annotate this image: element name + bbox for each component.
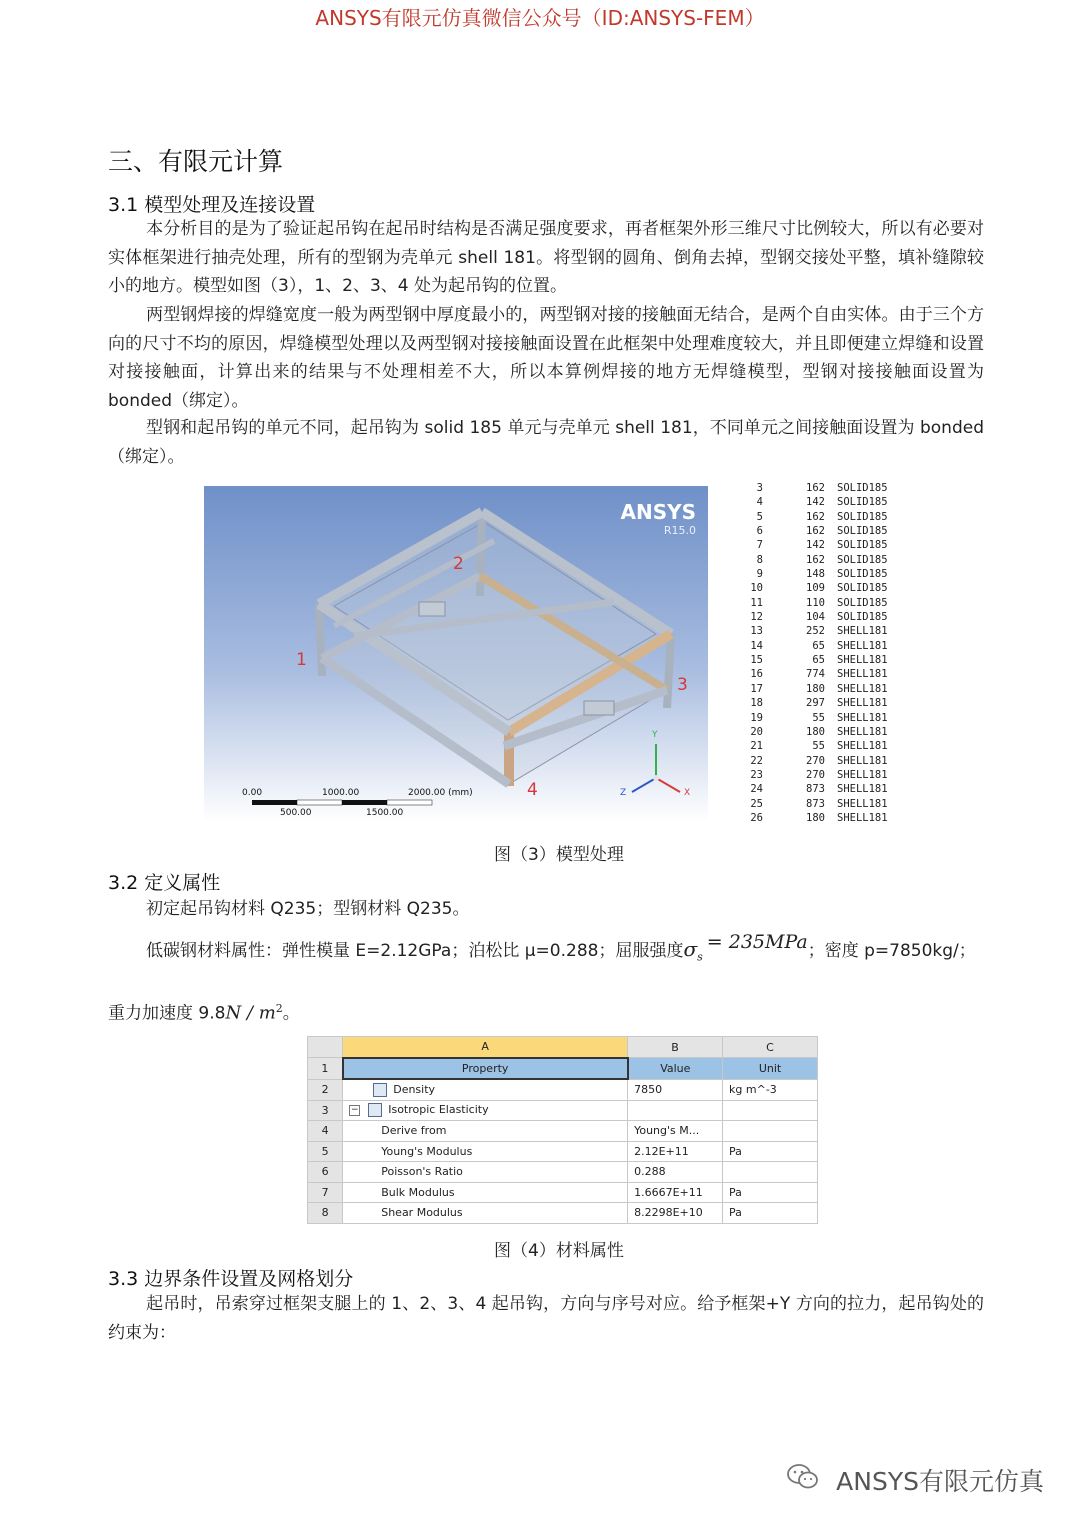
- formula-sigma: σ: [683, 937, 698, 961]
- element-list-row: 3 162 SOLID185: [756, 482, 888, 494]
- property-chart-icon[interactable]: [368, 1103, 382, 1117]
- table-row[interactable]: 2 Density 7850 kg m^-3: [308, 1079, 818, 1100]
- leg-1: [319, 604, 322, 676]
- hook-label-2: 2: [453, 554, 464, 574]
- col-title-unit[interactable]: Unit: [723, 1058, 818, 1080]
- element-list-row: 20 180 SHELL181: [750, 725, 888, 738]
- footer-watermark: ANSYS有限元仿真: [836, 1467, 1044, 1496]
- element-list-row: 15 65 SHELL181: [750, 654, 888, 667]
- wechat-icon: [786, 1462, 820, 1492]
- axis-z-label: Z: [620, 788, 627, 798]
- leg-3: [667, 634, 671, 708]
- table-row[interactable]: 3 − Isotropic Elasticity: [308, 1100, 818, 1121]
- col-letter-b[interactable]: B: [628, 1037, 723, 1058]
- element-list-row: 12 104 SOLID185: [750, 611, 888, 624]
- element-list-row: 8 162 SOLID185: [756, 553, 888, 566]
- element-list-row: 22 270 SHELL181: [750, 754, 888, 767]
- heading-3-2: 3.2 定义属性: [108, 872, 221, 894]
- collapse-icon[interactable]: −: [350, 1104, 359, 1115]
- table-row[interactable]: 5 Young's Modulus 2.12E+11 Pa: [308, 1141, 818, 1162]
- table-row[interactable]: 6 Poisson's Ratio 0.288: [308, 1162, 818, 1183]
- element-list-row: 24 873 SHELL181: [750, 783, 888, 796]
- paragraph-3-1-b: 两型钢焊接的焊缝宽度一般为两型钢中厚度最小的，两型钢对接的接触面无结合，是两个自由实体。由于三个方向的尺寸不均的原因，焊缝模型处理以及两型钢对接接触面设置在此框架中处理难度较大，并且即便建立焊缝和设置对接接触面，计算出来的结果与不处理相差不大，所以本算例焊接的地方无焊缝模型，型钢对接接触面设置为 bonded（绑定）。: [108, 305, 984, 411]
- row-number: 1: [308, 1058, 343, 1080]
- figure-4-caption: 图（4）材料属性: [494, 1241, 624, 1261]
- scale-label-2000: 2000.00 (mm): [408, 788, 473, 798]
- element-list-row: 23 270 SHELL181: [750, 768, 888, 781]
- page-header: ANSYS有限元仿真微信公众号（ID:ANSYS-FEM）: [315, 6, 765, 30]
- leg-2: [480, 512, 482, 596]
- paragraph-3-3: 起吊时，吊索穿过框架支腿上的 1、2、3、4 起吊钩，方向与序号对应。给予框架+Y 方向的拉力，起吊钩处的约束为：: [108, 1294, 984, 1343]
- col-title-value[interactable]: Value: [628, 1058, 723, 1080]
- table-row[interactable]: 8 Shear Modulus 8.2298E+10 Pa: [308, 1203, 818, 1224]
- axis-triad: [632, 744, 680, 792]
- formula-rest: = 235MPa: [706, 931, 808, 953]
- element-list-row: 13 252 SHELL181: [750, 625, 888, 638]
- element-list-row: 14 65 SHELL181: [750, 639, 888, 652]
- scale-bar: [252, 800, 432, 805]
- hook-label-3: 3: [677, 675, 688, 695]
- element-list-row: 6 162 SOLID185: [756, 525, 888, 538]
- paragraph-3-2-a: 初定起吊钩材料 Q235；型钢材料 Q235。: [146, 899, 470, 919]
- col-letter-c[interactable]: C: [723, 1037, 818, 1058]
- axis-x-label: X: [684, 788, 691, 798]
- ansys-version: R15.0: [663, 524, 696, 537]
- hook-label-1: 1: [296, 650, 307, 670]
- paragraph-3-1-c: 型钢和起吊钩的单元不同，起吊钩为 solid 185 单元与壳单元 shell 181，不同单元之间接触面设置为 bonded（绑定）。: [108, 418, 984, 467]
- hook-label-4: 4: [527, 780, 538, 800]
- element-list-row: 18 297 SHELL181: [750, 697, 888, 710]
- ansys-logo: ANSYS: [620, 500, 696, 524]
- element-list-row: 16 774 SHELL181: [750, 668, 888, 681]
- element-list-row: 21 55 SHELL181: [750, 740, 888, 753]
- scale-label-1500: 1500.00: [366, 808, 404, 818]
- element-list-row: 10 109 SOLID185: [750, 582, 888, 595]
- col-letter-a[interactable]: A: [343, 1037, 628, 1058]
- element-list-row: 5 162 SOLID185: [756, 510, 888, 523]
- model-viewport: [204, 486, 708, 822]
- paragraph-3-2-c: 重力加速度 $9.8N / m^2$。: [108, 1002, 300, 1024]
- element-list-row: 11 110 SOLID185: [750, 596, 888, 609]
- scale-label-0: 0.00: [242, 788, 263, 798]
- figure-3-caption: 图（3）模型处理: [494, 845, 624, 865]
- paragraph-3-1-a: 本分析目的是为了验证起吊钩在起吊时结构是否满足强度要求，再者框架外形三维尺寸比例较大，所以有必要对实体框架进行抽壳处理，所有的型钢为壳单元 shell 181。将型钢的圆角、倒角去掉，型钢交接处平整，填补缝隙较小的地方。模型如图（3），1、2、3、4 处为起吊钩的位置。: [108, 219, 984, 296]
- table-row[interactable]: 4 Derive from Young's M...: [308, 1121, 818, 1142]
- lifting-block-1: [419, 602, 445, 616]
- element-list-row: 17 180 SHELL181: [750, 682, 888, 695]
- element-list-row: 26 180 SHELL181: [750, 811, 888, 824]
- frame-model-drawing: [204, 486, 708, 822]
- element-list-row: 7 142 SOLID185: [756, 539, 888, 552]
- element-list-row: 25 873 SHELL181: [750, 797, 888, 810]
- table-row[interactable]: 7 Bulk Modulus 1.6667E+11 Pa: [308, 1182, 818, 1203]
- lifting-block-2: [584, 701, 614, 715]
- element-list-row: 4 142 SOLID185: [756, 496, 888, 509]
- section-title: 三、有限元计算: [108, 147, 284, 176]
- scale-label-500: 500.00: [280, 808, 312, 818]
- col-title-property[interactable]: Property: [343, 1058, 628, 1080]
- element-list-row: 9 148 SOLID185: [756, 568, 888, 581]
- heading-3-1: 3.1 模型处理及连接设置: [108, 194, 316, 216]
- heading-3-3: 3.3 边界条件设置及网格划分: [108, 1268, 354, 1290]
- paragraph-3-2-b: 低碳钢材料属性：弹性模量 E=2.12GPa；泊松比 μ=0.288；屈服强度$\sigma_s= 235MPa$；密度 p=7850kg/；: [146, 931, 976, 964]
- property-chart-icon[interactable]: [373, 1083, 387, 1097]
- material-properties-table: [307, 1036, 818, 1224]
- element-type-list: [745, 481, 905, 825]
- scale-label-1000: 1000.00: [322, 788, 360, 798]
- axis-y-label: Y: [652, 730, 658, 740]
- element-list-row: 19 55 SHELL181: [750, 711, 888, 724]
